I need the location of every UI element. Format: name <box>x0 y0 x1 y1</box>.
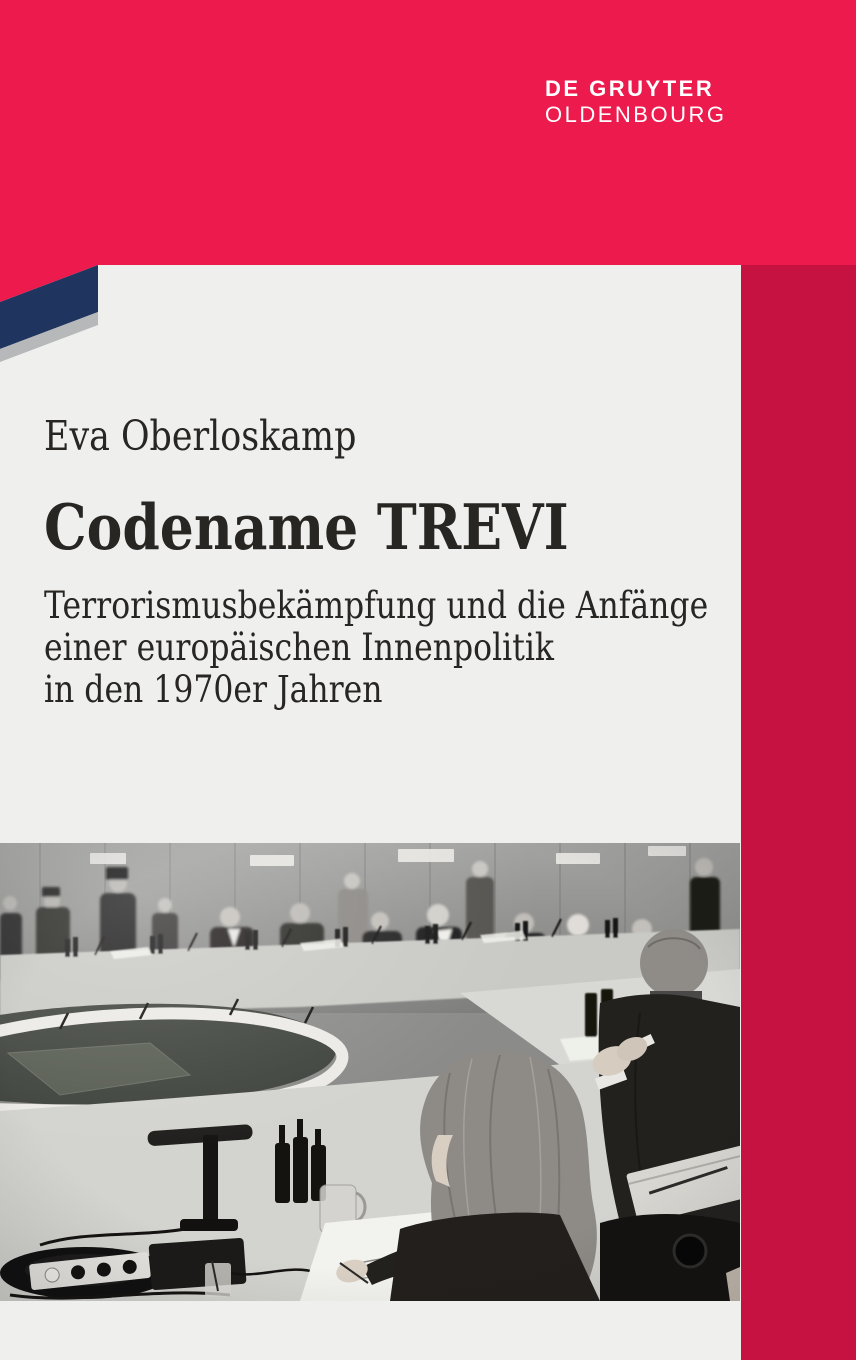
vignette <box>0 843 740 1301</box>
conference-photo <box>0 843 740 1301</box>
publisher-name-line1: DE GRUYTER <box>545 76 715 101</box>
right-accent-stripe <box>741 265 856 1360</box>
publisher-name-line2: OLDENBOURG <box>545 102 727 127</box>
book-title: Codename TREVI <box>44 490 569 564</box>
diagonal-ribbon <box>0 265 98 365</box>
book-subtitle <box>44 585 708 711</box>
subtitle-line-3: in den 1970er Jahren <box>44 668 383 711</box>
publisher-logo <box>545 76 726 128</box>
author-name: Eva Oberloskamp <box>44 412 357 460</box>
brand-red-band <box>0 0 856 265</box>
subtitle-line-2: einer europäischen Innenpolitik <box>44 626 554 669</box>
subtitle-line-1: Terrorismusbekämpfung und die Anfänge <box>44 584 709 627</box>
